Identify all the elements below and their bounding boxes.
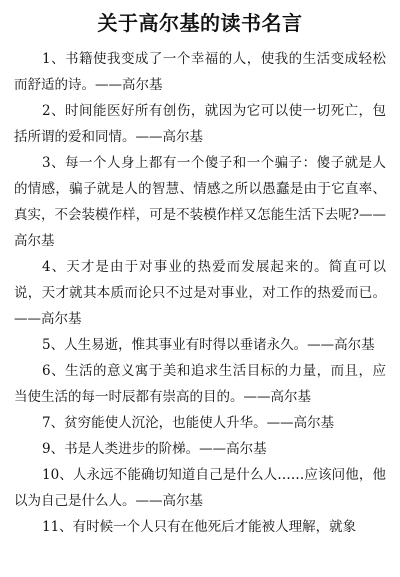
quote-item: 7、贫穷能使人沉沦，也能使人升华。——高尔基 (42, 415, 335, 431)
document-title: 关于高尔基的读书名言 (97, 11, 303, 35)
quote-item: 1、书籍使我变成了一个幸福的人，使我的生活变成轻松而舒适的诗。——高尔基 (14, 51, 386, 93)
quote-item: 9、书是人类进步的阶梯。——高尔基 (42, 441, 267, 457)
quote-item: 2、时间能医好所有创伤，就因为它可以使一切死亡，包括所谓的爱和同情。——高尔基 (14, 103, 386, 145)
quote-item: 10、人永远不能确切知道自己是什么人……应该问他，他以为自己是什么人。——高尔基 (14, 467, 386, 509)
quote-item: 4、天才是由于对事业的热爱而发展起来的。简直可以说，天才就其本质而论只不过是对事业，对工作的热爱而已。——高尔基 (14, 259, 386, 327)
quote-item: 3、每一个人身上都有一个傻子和一个骗子：傻子就是人的情感，骗子就是人的智慧、情感之所以愚蠢是由于它直率、真实，不会装模作样，可是不装模作样又怎能生活下去呢?——高尔基 (14, 155, 386, 249)
quote-item: 5、人生易逝，惟其事业有时得以垂诸永久。——高尔基 (42, 337, 375, 353)
quote-item: 6、生活的意义寓于美和追求生活目标的力量，而且，应当使生活的每一时辰都有崇高的目的。——高尔基 (14, 363, 386, 405)
quote-item: 11、有时候一个人只有在他死后才能被人理解，就象 (42, 519, 357, 535)
quote-list (14, 46, 386, 540)
